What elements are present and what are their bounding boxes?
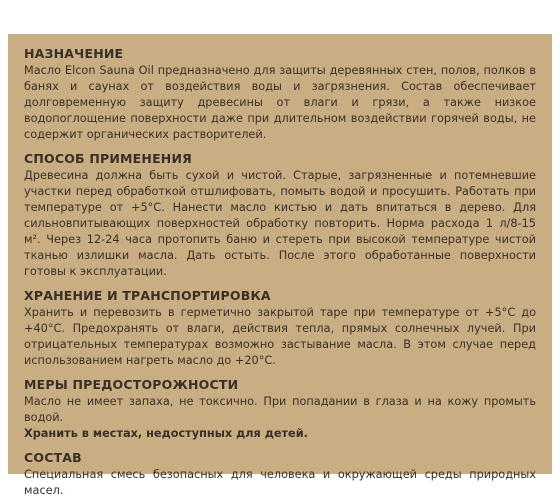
- section-text: Древесина должна быть сухой и чистой. Старые, загрязненные и потемневшие участки перед обработкой отшлифовать, помыть водой и просушить. Работать при температуре от +5°С. Нанести масло кистью и дать впитаться в дерево. Для сильновпитывающих поверхностей обработку повторить. Норма расхода 1 л/8-15 м². Через 12-24 часа протопить баню и стереть при высокой температуре чистой тканью излишки масла. Дать остыть. После этого обработанные поверхности готовы к эксплуатации.: [24, 169, 536, 278]
- section-heading: ХРАНЕНИЕ И ТРАНСПОРТИРОВКА: [24, 288, 271, 303]
- section-text: Хранить и перевозить в герметично закрытой таре при температуре от +5°С до +40°С. Предохранять от влаги, действия тепла, прямых солнечных лучей. При отрицательных температурах возможно застывание масла. В этом случае перед использованием нагреть масло до +20°С.: [24, 306, 536, 367]
- section-heading: НАЗНАЧЕНИЕ: [24, 46, 124, 61]
- section-text: Масло Elcon Sauna Oil предназначено для защиты деревянных стен, полов, полков в банях и саунах от воздействия воды и загрязнения. Состав обеспечивает долговременную защиту древесины от влаги и грязи, а также низкое водопоглощение поверхности даже при длительном воздействии горячей воды, не содержит органических растворителей.: [24, 64, 536, 141]
- section-heading: СОСТАВ: [24, 450, 82, 465]
- product-info-panel: [8, 34, 552, 497]
- section-text: Специальная смесь безопасных для человека и окружающей среды природных масел.: [24, 468, 536, 497]
- section-precautions: [24, 377, 536, 442]
- section-heading: МЕРЫ ПРЕДОСТОРОЖНОСТИ: [24, 377, 239, 392]
- section-heading: СПОСОБ ПРИМЕНЕНИЯ: [24, 151, 192, 166]
- section-storage: [24, 288, 536, 369]
- section-purpose: [24, 46, 536, 143]
- section-composition: [24, 450, 536, 499]
- section-text: Масло не имеет запаха, не токсично. При попадании в глаза и на кожу промыть водой.: [24, 395, 536, 424]
- section-application: [24, 151, 536, 280]
- section-warning-text: Хранить в местах, недоступных для детей.: [24, 427, 308, 440]
